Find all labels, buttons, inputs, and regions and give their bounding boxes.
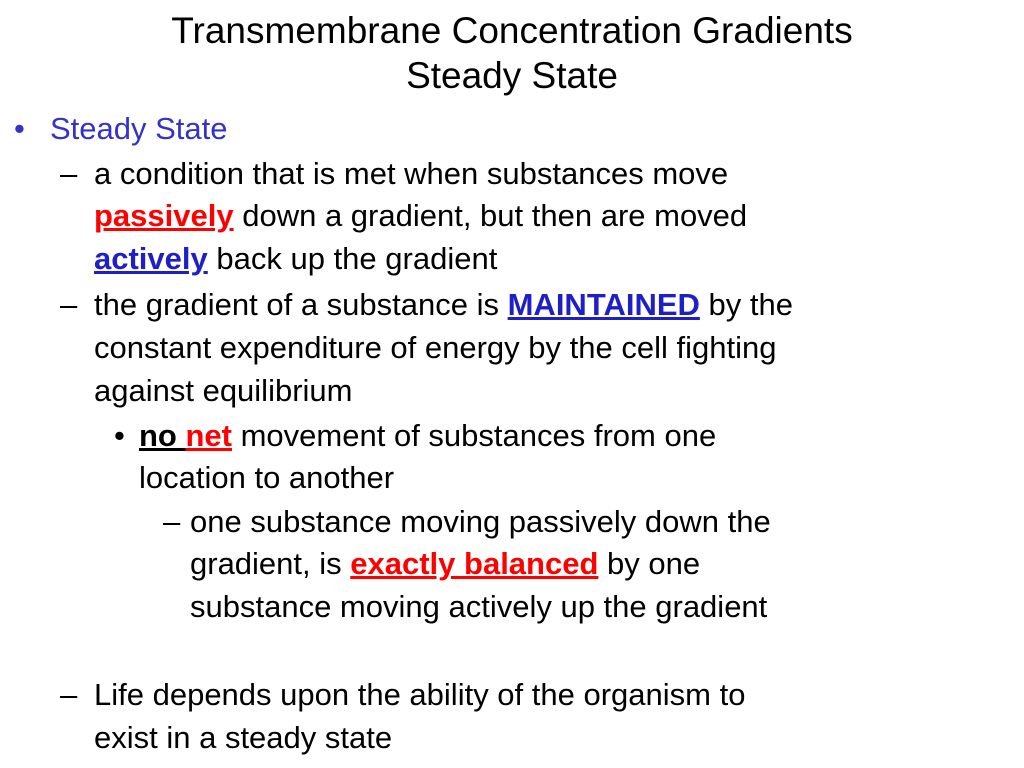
- steady-state-label: Steady State: [50, 111, 228, 146]
- item1-line3: actively back up the gradient: [94, 241, 498, 276]
- sub-bullet-marker: •: [114, 418, 125, 453]
- item4-line2: gradient, is exactly balanced by one: [190, 546, 701, 581]
- passively-emphasis: passively: [94, 198, 234, 233]
- dash-marker-4: –: [163, 504, 181, 539]
- item4-line3: substance moving actively up the gradient: [190, 589, 768, 624]
- item3-line2: location to another: [139, 460, 395, 495]
- bullet-marker: •: [14, 111, 25, 146]
- maintained-emphasis: MAINTAINED: [507, 287, 700, 322]
- exactly-balanced-emphasis: exactly balanced: [350, 546, 599, 581]
- item5-line1: Life depends upon the ability of the organism to: [94, 677, 746, 712]
- title-line-2: Steady State: [406, 55, 618, 96]
- dash-marker-2: –: [60, 287, 78, 322]
- item5-line2: exist in a steady state: [94, 720, 393, 755]
- item2-line1: the gradient of a substance is MAINTAINED by the: [94, 287, 793, 322]
- dash-marker-1: –: [60, 156, 78, 191]
- item2-line3: against equilibrium: [94, 373, 353, 408]
- item3-line1: no net movement of substances from one: [139, 418, 717, 453]
- slide-title: [0, 8, 1024, 98]
- title-line-1: Transmembrane Concentration Gradients: [171, 10, 853, 51]
- actively-emphasis: actively: [94, 241, 208, 276]
- no-emphasis: no: [139, 418, 186, 453]
- item1-line2: passively down a gradient, but then are moved: [94, 198, 748, 233]
- item2-line2: constant expenditure of energy by the cell fighting: [94, 330, 777, 365]
- item1-line1: a condition that is met when substances move: [94, 156, 729, 191]
- bullet-steady-state: [14, 109, 25, 149]
- item4-line1: one substance moving passively down the: [190, 504, 771, 539]
- dash-marker-5: –: [60, 677, 78, 712]
- net-emphasis: net: [185, 418, 232, 453]
- bullet-steady-state-label: [50, 109, 228, 149]
